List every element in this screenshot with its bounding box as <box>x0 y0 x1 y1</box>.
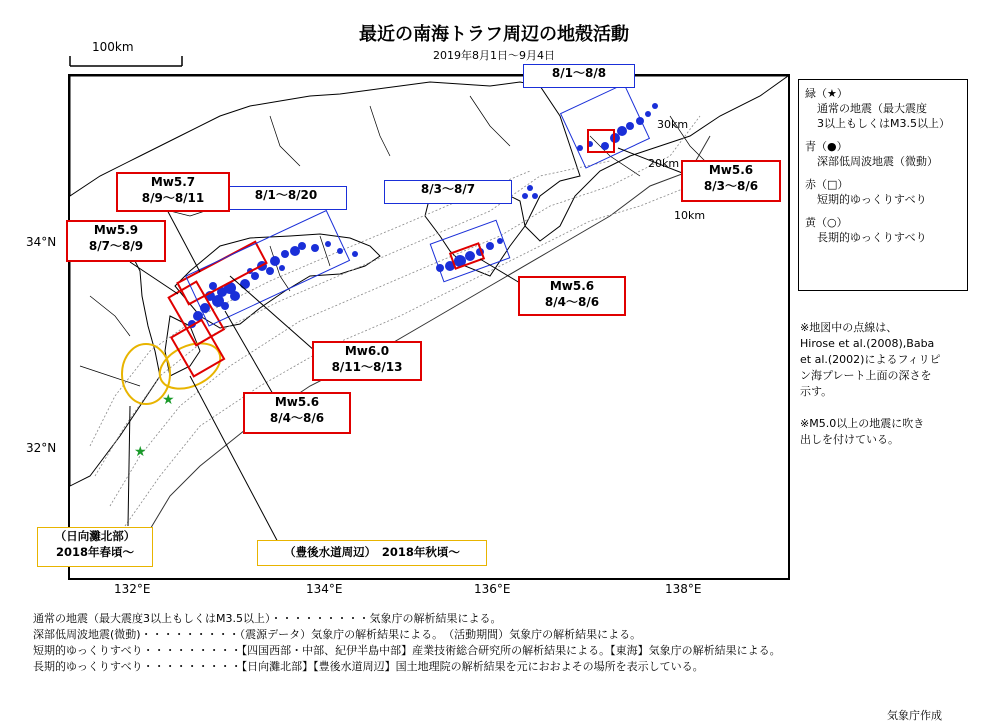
depth-note <box>800 320 965 400</box>
depth-label-20: 20km <box>648 157 680 170</box>
earthquake-star: ★ <box>134 444 147 460</box>
scale-bar <box>68 54 188 68</box>
scale-bar-label: 100km <box>92 40 134 54</box>
depth-label-30: 30km <box>657 118 689 131</box>
lon-tick-136: 136°E <box>474 582 511 596</box>
event-label-mw57 <box>116 172 230 212</box>
legend-yellow-desc: 長期的ゆっくりすべり <box>817 231 927 244</box>
event-mag: Mw5.6 <box>274 395 320 409</box>
lon-tick-132: 132°E <box>114 582 151 596</box>
legend-green-desc2: 3以上もしくはM3.5以上） <box>817 117 950 130</box>
page-subtitle: 2019年8月1日～9月4日 <box>433 49 555 62</box>
event-mag: Mw5.6 <box>549 279 595 293</box>
lat-tick-34: 34°N <box>26 235 57 249</box>
event-label-mw56-shikoku <box>243 392 351 434</box>
long-term-label-bungo <box>257 540 487 566</box>
period-box-shikoku: 8/1～8/20 <box>225 186 347 210</box>
event-period: 8/4～8/6 <box>269 411 325 425</box>
legend-blue-head: 青（●） <box>805 140 848 153</box>
long-term-area: （日向灘北部） <box>54 529 136 543</box>
legend <box>798 79 968 291</box>
event-label-mw56-tokai <box>681 160 781 202</box>
event-mag: Mw5.9 <box>93 223 139 237</box>
legend-red-desc: 短期的ゆっくりすべり <box>817 193 927 206</box>
legend-green-desc1: 通常の地震（最大震度 <box>817 102 927 115</box>
note-line: ン海プレート上面の深さを <box>800 369 932 382</box>
note-line: ※M5.0以上の地震に吹き <box>800 417 925 430</box>
footnote: 長期的ゆっくりすべり・・・・・・・・・【日向灘北部】【豊後水道周辺】国土地理院の解析結果を元におおよその場所を表示している。 <box>33 660 704 673</box>
legend-yellow-head: 黄（○） <box>805 216 848 229</box>
event-mag: Mw6.0 <box>344 344 390 358</box>
legend-red-head: 赤（□） <box>805 178 849 191</box>
note-line: 出しを付けている。 <box>800 433 899 446</box>
note-line: et al.(2002)によるフィリピ <box>800 353 941 366</box>
event-period: 8/7～8/9 <box>88 239 144 253</box>
event-label-mw59 <box>66 220 166 262</box>
map-canvas <box>70 76 788 578</box>
map-frame <box>68 74 790 580</box>
page-title: 最近の南海トラフ周辺の地殻活動 <box>359 24 629 45</box>
period-box-kii: 8/3～8/7 <box>384 180 512 204</box>
note-line: 示す。 <box>800 385 833 398</box>
event-label-mw56-kii <box>518 276 626 316</box>
event-label-mw60 <box>312 341 422 381</box>
long-term-area: （豊後水道周辺） 2018年秋頃～ <box>284 545 460 559</box>
m5-note <box>800 416 965 448</box>
note-line: Hirose et al.(2008),Baba <box>800 337 935 350</box>
event-period: 8/4～8/6 <box>544 295 600 309</box>
long-term-since: 2018年春頃～ <box>55 545 134 559</box>
legend-green-head: 緑（★） <box>805 87 848 100</box>
event-period: 8/9～8/11 <box>141 191 205 205</box>
depth-label-10: 10km <box>674 209 706 222</box>
earthquake-star: ★ <box>162 392 175 408</box>
event-mag: Mw5.7 <box>150 175 196 189</box>
footnote: 通常の地震（最大震度3以上もしくはM3.5以上）・・・・・・・・・気象庁の解析結果による。 <box>33 612 502 625</box>
footnote: 深部低周波地震(微動)・・・・・・・・・（震源データ）気象庁の解析結果による。 （活動期間）気象庁の解析結果による。 <box>33 628 642 641</box>
credit: 気象庁作成 <box>887 709 942 722</box>
footnote: 短期的ゆっくりすべり・・・・・・・・・【四国西部・中部、紀伊半島中部】産業技術総合研究所の解析結果による。【東海】気象庁の解析結果による。 <box>33 644 781 657</box>
shikoku-land <box>175 234 380 328</box>
event-period: 8/3～8/6 <box>703 179 759 193</box>
note-line: ※地図中の点線は、 <box>800 321 898 334</box>
long-term-label-hyuga <box>37 527 153 567</box>
lon-tick-138: 138°E <box>665 582 702 596</box>
lon-tick-134: 134°E <box>306 582 343 596</box>
event-period: 8/11～8/13 <box>331 360 403 374</box>
period-box-tokai: 8/1～8/8 <box>523 64 635 88</box>
event-mag: Mw5.6 <box>708 163 754 177</box>
lat-tick-32: 32°N <box>26 441 57 455</box>
legend-blue-desc: 深部低周波地震（微動） <box>817 155 938 168</box>
